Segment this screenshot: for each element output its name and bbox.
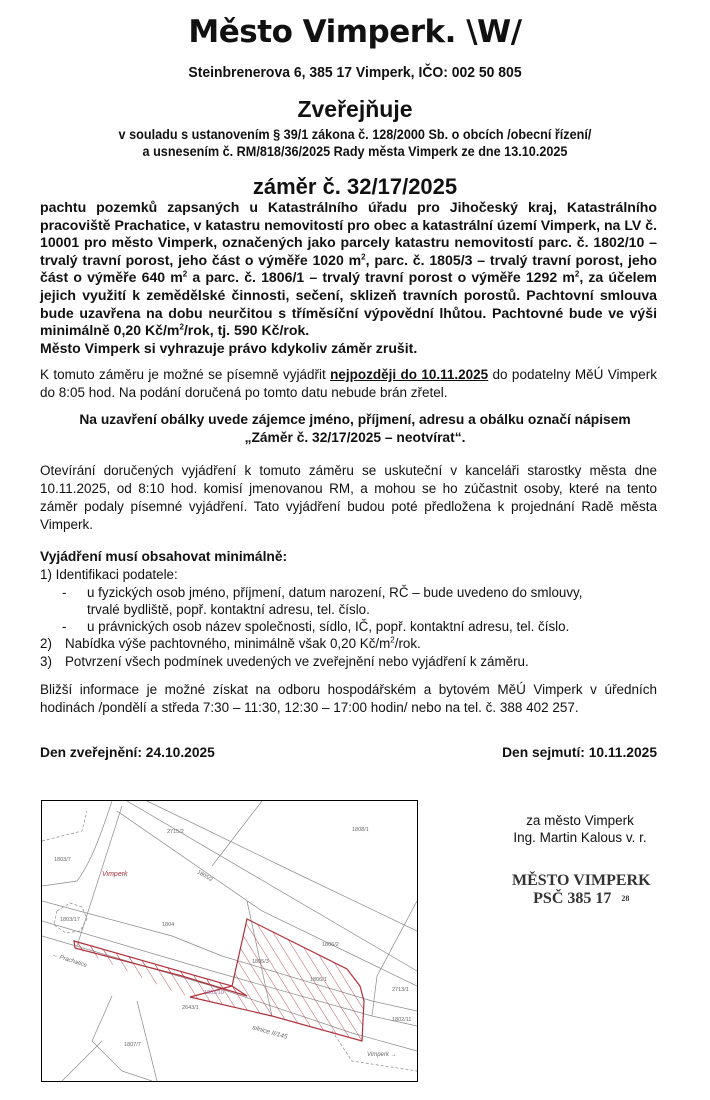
signature-block [480,812,680,846]
map-label-1807-7: 1807/7 [124,1042,141,1048]
map-label-town: Vimperk [102,871,128,878]
publication-legal-basis [25,126,685,160]
requirement-1a-line-1: u fyzických osob jméno, příjmení, datum narození, RČ – bude uvedeno do smlouvy, [87,585,583,600]
map-label-1808-1: 1808/1 [352,827,369,833]
legal-basis-line-2: a usnesením č. RM/818/36/2025 Rady města Vimperk ze dne 13.10.2025 [142,144,568,159]
intent-description [40,199,657,357]
opening-paragraph: Otevírání doručených vyjádření k tomuto záměru se uskuteční v kanceláři starostky města dne 10.11.2025, od 8:10 hod. komisí jmenovanou RM, a mohou se ho zúčastnit osoby, které na tento záměr podaly písemné vyjádření. Tato vyjádření budou poté předložena k projednání Radě města Vimperk. [40,463,657,532]
stamp-number: 28 [621,894,630,904]
intent-text-2: , parc. č. 1805/3 – trvalý travní porost, jeho část o výměře 640 m [40,251,657,286]
parcel-line [372,901,417,1016]
map-label-direction-left: ← Prachatice [51,952,88,970]
requirement-1: 1) Identifikaci podatele: [40,567,178,582]
intent-number-title: záměr č. 32/17/2025 [252,174,458,199]
parcel-line [332,1031,417,1071]
map-label-1803-17: 1803/17 [60,917,80,923]
map-label-road-name: silnice II/145 [251,1024,289,1041]
requirements-heading: Vyjádření musí obsahovat minimálně: [40,549,288,564]
contact-info-paragraph: Bližší informace je možné získat na odboru hospodářském a bytovém MěÚ Vimperk v úředních hodinách /pondělí a středa 7:30 – 11:30, 12:30 – 17:00 hodin/ nebo na tel. č. 388 402 257. [40,682,657,715]
requirement-1b: u právnických osob název společnosti, sídlo, IČ, popř. kontaktní adresu, tel. číslo. [87,619,570,634]
deadline-text-after: do podatelny MěÚ Vimperk do 8:05 hod. Na podání doručená po tomto datu nebude brán zřetel. [40,367,657,400]
leased-parcel-1802-10-hatch [74,941,232,997]
requirement-2-number: 2) [40,636,52,651]
superscript: 2 [361,252,366,262]
superscript: 2 [574,269,580,279]
map-label-1802-11: 1802/11 [392,1017,412,1023]
superscript: 2 [182,269,188,279]
map-label-direction-right: Vimperk → [367,1052,397,1058]
signature-on-behalf: za město Vimperk [526,813,634,828]
leased-parcel-1805-3-and-1806-1 [190,919,364,1041]
parcel-line [62,1041,102,1081]
parcel-line [137,1001,157,1081]
map-label-1806-2: 1806/2 [322,942,339,948]
removal-date: Den sejmutí: 10.11.2025 [502,745,657,760]
cadastral-map-drawing [42,801,417,1081]
city-address: Steinbrenerova 6, 385 17 Vimperk, IČO: 002 50 805 [188,64,522,81]
superscript: 2 [179,322,184,332]
map-label-2713-1: 2713/1 [392,987,409,993]
deadline-date: nejpozději do 10.11.2025 [330,367,489,382]
intent-reservation: Město Vimperk si vyhrazuje právo kdykoliv záměr zrušit. [40,339,418,356]
street-edge [147,801,417,931]
bullet-dash: - [62,619,67,634]
map-label-1805-3: 1805/3 [252,959,269,965]
requirement-2-unit: /rok. [394,636,421,651]
official-stamp [512,872,651,908]
requirement-1a-line-2: trvalé bydliště, popř. kontaktní adresu, tel. číslo. [87,602,370,617]
map-label-2715-2: 2715/2 [167,829,184,835]
stamp-postcode: PSČ 385 17 [533,890,612,907]
parcel-line [92,996,152,1081]
publication-date: Den zveřejnění: 24.10.2025 [40,745,215,760]
intent-text-4: , za účelem jejich využití k zemědělské činnosti, sečení, sklizeň travních porostů. Pachtovní smlouva bude uzavřena na dobu neurčitou s tříměsíční výpovědní lhůtou. Pachtovné bude ve výši minimálně 0,20 Kč/m [40,269,657,339]
parcel-line [212,801,262,866]
cadastral-map [41,800,418,1082]
city-logo: Město Vimperk. \W/ [188,14,522,50]
parcel-line [42,811,87,841]
intent-text-1: pachtu pozemků zapsaných u Katastrálního úřadu pro Jihočeský kraj, Katastrálního pracoviště Prachatice, v katastru nemovitostí pro obec a katastrální území Vimperk, na LV č. 10001 pro město Vimperk, označených jako parcely katastru nemovitostí parc. č. 1802/10 – trvalý travní porost, jeho část o výměře 1020 m [40,199,657,268]
publication-title: Zveřejňuje [297,96,413,122]
envelope-line-1: Na uzavření obálky uvede zájemce jméno, příjmení, adresu a obálku označí nápisem [79,412,631,427]
map-label-1804: 1804 [162,922,175,928]
map-label-2643-1: 2643/1 [182,1005,199,1011]
intent-text-3: a parc. č. 1806/1 – trvalý travní porost o výměře 1292 m [187,269,575,286]
requirement-2-text: Nabídka výše pachtovného, minimálně však 0,20 Kč/m [65,636,391,651]
stamp-line-2 [512,890,651,908]
map-label-1805-2: 1805/2 [196,869,214,884]
requirement-2 [65,635,421,652]
envelope-line-2: „Záměr č. 32/17/2025 – neotvírat“. [244,430,466,445]
map-label-1802-10: 1802/10 [204,990,224,996]
map-label-1806-1: 1806/1 [310,977,327,983]
deadline-text-before: K tomuto záměru je možné se písemně vyjádřit [40,367,331,382]
requirement-3-number: 3) [40,654,52,669]
requirement-3: Potvrzení všech podmínek uvedených ve zveřejnění nebo vyjádření k záměru. [65,654,529,669]
superscript: 2 [390,635,395,645]
legal-basis-line-1: v souladu s ustanovením § 39/1 zákona č. 128/2000 Sb. o obcích /obecní řízení/ [118,127,592,142]
envelope-instructions [0,411,710,447]
map-label-1803-7: 1803/7 [54,857,71,863]
stamp-line-1: MĚSTO VIMPERK [512,872,651,889]
bullet-dash: - [62,585,67,600]
intent-text-5: /rok, tj. 590 Kč/rok. [183,322,310,339]
signatory-name: Ing. Martin Kalous v. r. [513,830,647,845]
deadline-paragraph [40,366,657,402]
